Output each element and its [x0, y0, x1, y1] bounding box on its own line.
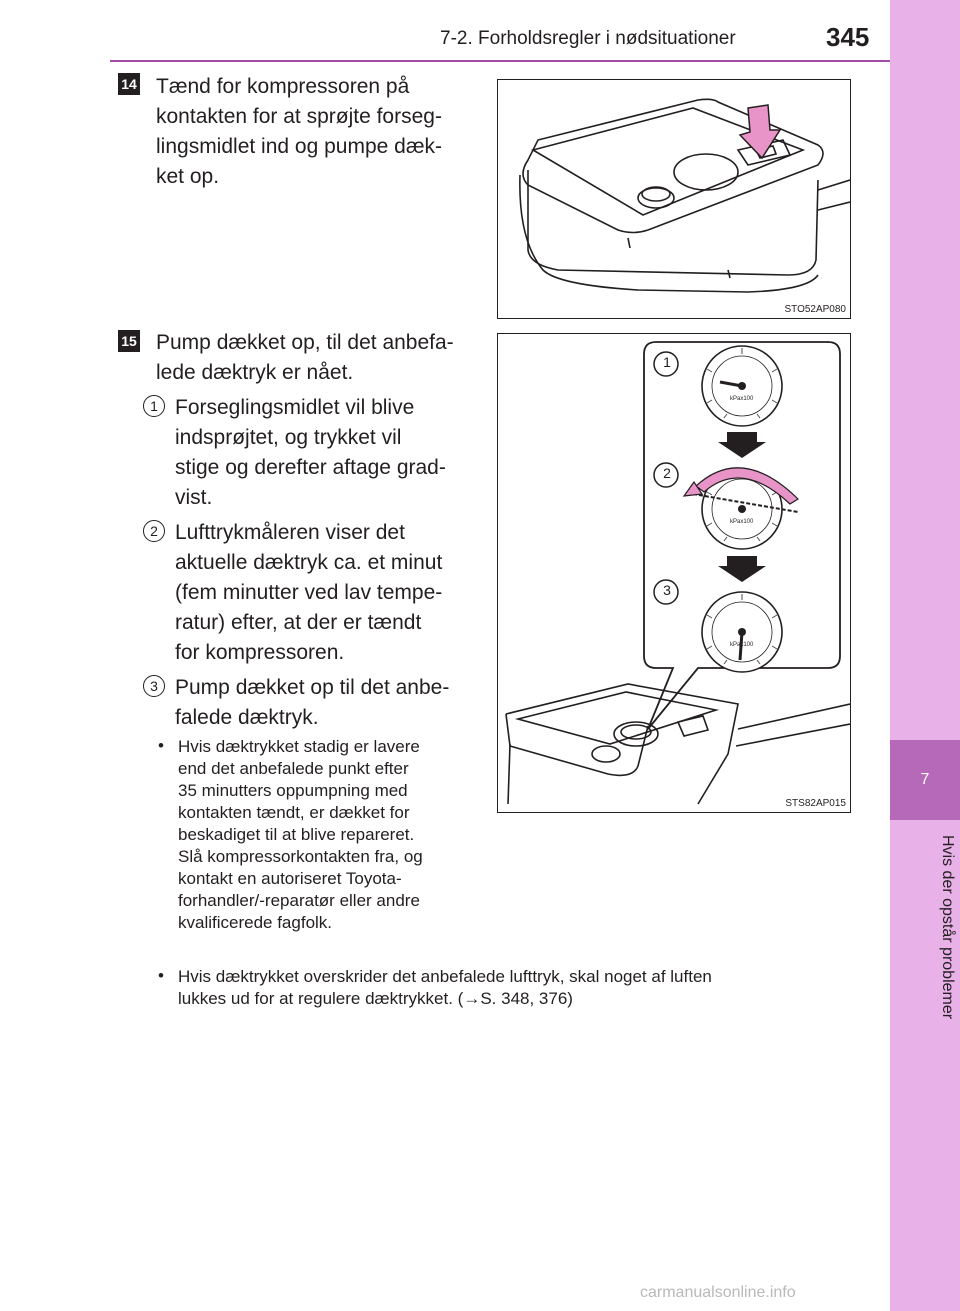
- text-line: Hvis dæktrykket stadig er lavere: [178, 737, 420, 756]
- figure-code: STO52AP080: [784, 304, 846, 315]
- text-line: ratur) efter, at der er tændt: [175, 611, 422, 634]
- bullet-text-1: [178, 736, 478, 934]
- gauge-unit-label: kPax100: [730, 396, 754, 402]
- text-line: 35 minutters oppumpning med: [178, 781, 408, 800]
- text-line: lede dæktryk er nået.: [156, 361, 354, 384]
- text-line: kontakten tændt, er dækket for: [178, 803, 410, 822]
- substep-number-2: 2: [143, 520, 165, 542]
- text-line: Tænd for kompressoren på: [156, 75, 410, 98]
- figure-label-3: 3: [663, 582, 671, 598]
- text-line: stige og derefter aftage grad-: [175, 456, 446, 479]
- text-line: Pump dækket op, til det anbefa-: [156, 331, 454, 354]
- figure-label-2: 2: [663, 465, 671, 481]
- text-line: Forseglingsmidlet vil blive: [175, 396, 415, 419]
- gauge-sequence-illustration: [498, 334, 850, 812]
- substep-number-1: 1: [143, 395, 165, 417]
- step-number-15: 15: [118, 330, 140, 352]
- text-line: vist.: [175, 486, 213, 509]
- step-number-14: 14: [118, 73, 140, 95]
- substep-1-text: [175, 393, 477, 513]
- figure-compressor-switch: [497, 79, 851, 319]
- text-line: kvalificerede fagfolk.: [178, 913, 333, 932]
- step-14-text: [156, 72, 476, 192]
- text-line: Lufttrykmåleren viser det: [175, 521, 405, 544]
- bullet-marker: •: [158, 966, 164, 985]
- bullet-text-2: [178, 966, 858, 1010]
- text-line: beskadiget til at blive repareret.: [178, 825, 415, 844]
- text-line: ket op.: [156, 165, 220, 188]
- substep-number-3: 3: [143, 675, 165, 697]
- chapter-title: Hvis der opstår problemer: [939, 835, 956, 1020]
- text-line: falede dæktryk.: [175, 706, 319, 729]
- watermark: carmanualsonline.info: [640, 1284, 796, 1301]
- text-line: end det anbefalede punkt efter: [178, 759, 409, 778]
- header-rule: [110, 60, 890, 62]
- text-line: aktuelle dæktryk ca. et minut: [175, 551, 443, 574]
- chapter-number: 7: [890, 740, 960, 820]
- text-line: (fem minutter ved lav tempe-: [175, 581, 443, 604]
- figure-code: STS82AP015: [785, 798, 846, 809]
- page-number: 345: [826, 22, 870, 52]
- substep-3-text: [175, 673, 477, 733]
- text-line: lingsmidlet ind og pumpe dæk-: [156, 135, 442, 158]
- gauge-unit-label: kPax100: [730, 642, 754, 648]
- substep-2-text: [175, 518, 477, 668]
- figure-label-1: 1: [663, 354, 671, 370]
- text-line: forhandler/-reparatør eller andre: [178, 891, 420, 910]
- section-title: 7-2. Forholdsregler i nødsituationer: [440, 28, 736, 49]
- step-15-text: [156, 328, 476, 388]
- chapter-side-tab: [890, 0, 960, 1311]
- bullet-marker: •: [158, 736, 164, 755]
- text-line: kontakten for at sprøjte forseg-: [156, 105, 442, 128]
- text-line: Hvis dæktrykket overskrider det anbefalede lufttryk, skal noget af luften: [178, 967, 712, 986]
- text-line: for kompressoren.: [175, 641, 345, 664]
- text-line: Pump dækket op til det anbe-: [175, 676, 450, 699]
- gauge-unit-label: kPax100: [730, 519, 754, 525]
- text-line: indsprøjtet, og trykket vil: [175, 426, 402, 449]
- text-line: kontakt en autoriseret Toyota-: [178, 869, 402, 888]
- figure-pressure-gauge-sequence: [497, 333, 851, 813]
- text-line: lukkes ud for at regulere dæktrykket. (→S. 348, 376): [178, 989, 573, 1008]
- compressor-illustration: [498, 80, 850, 318]
- text-line: Slå kompressorkontakten fra, og: [178, 847, 423, 866]
